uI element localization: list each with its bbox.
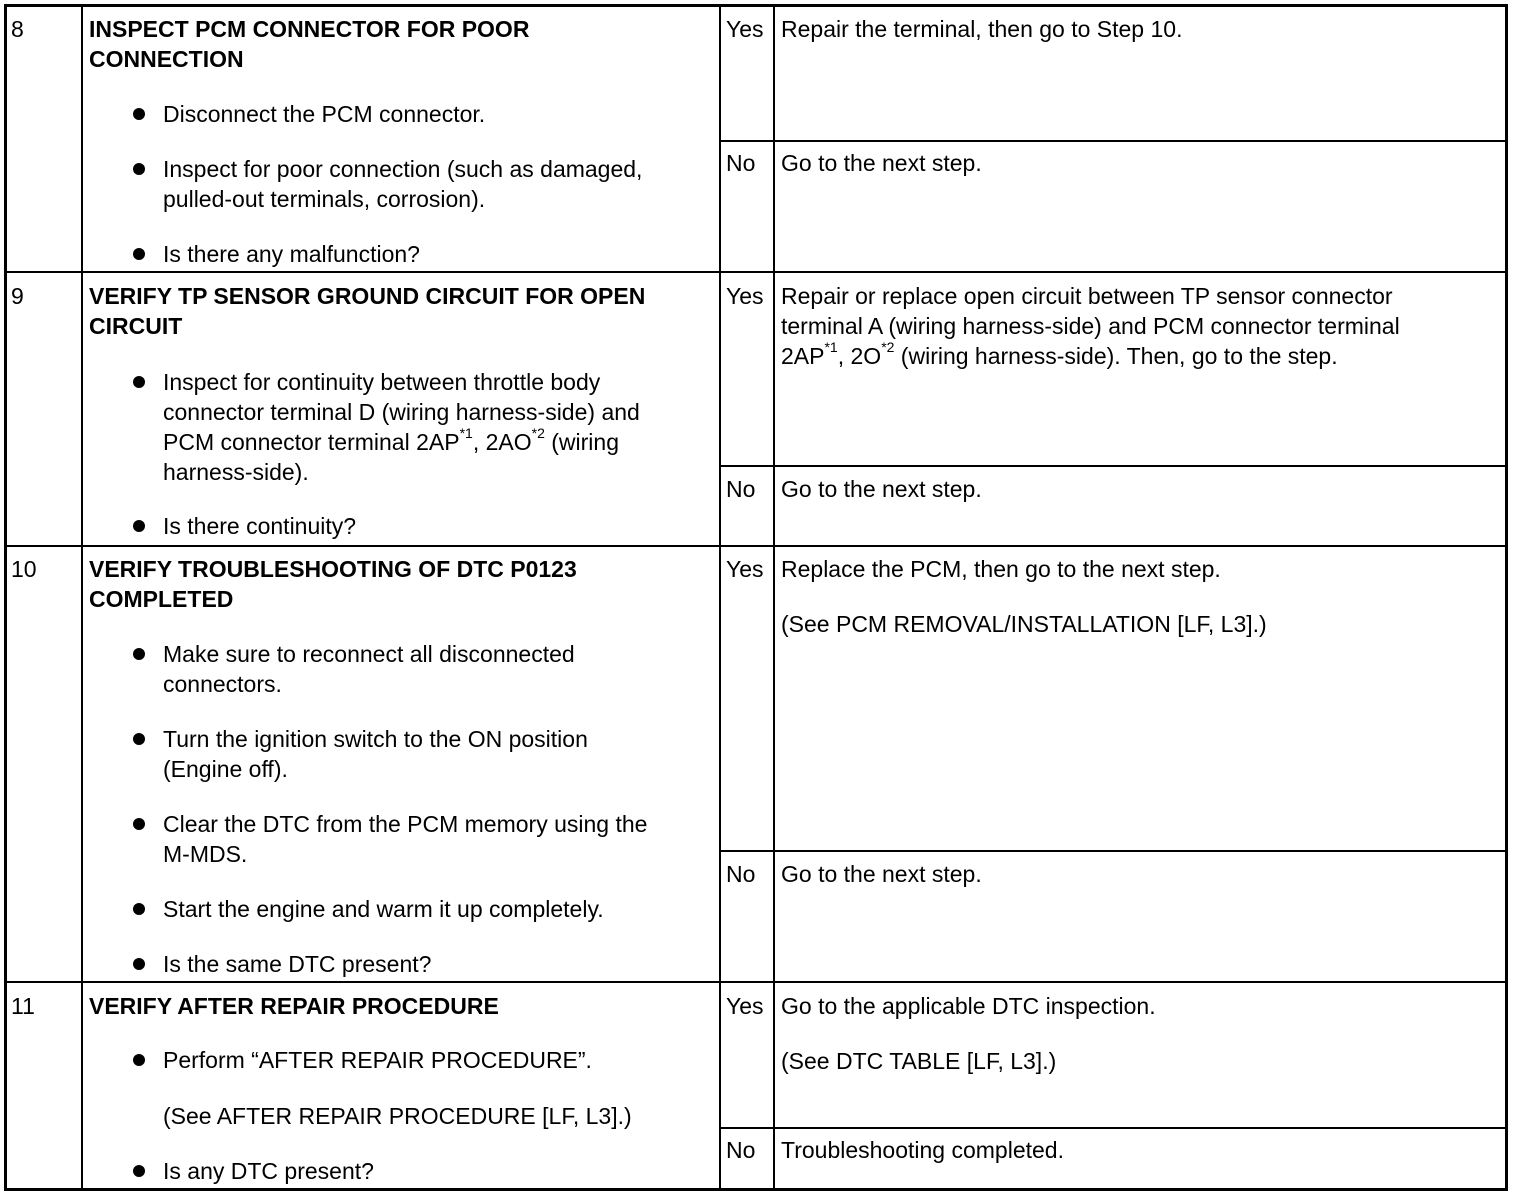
step-number: 8 [11, 16, 24, 42]
bullet-icon [133, 1054, 145, 1066]
footnote-marker: *2 [881, 339, 895, 356]
step-title-line: INSPECT PCM CONNECTOR FOR POOR [89, 16, 530, 42]
bullet-text: Start the engine and warm it up completely. [163, 896, 604, 922]
no-action: Go to the next step. [781, 861, 982, 887]
step-title-line: CIRCUIT [89, 313, 183, 339]
yes-no-divider [720, 140, 1508, 142]
bullet-text [163, 427, 619, 457]
row-divider [4, 981, 1508, 983]
yes-label: Yes [726, 556, 764, 582]
text-segment: 2AP [781, 343, 825, 369]
row-divider [4, 271, 1508, 273]
bullet-text: connectors. [163, 671, 282, 697]
bullet-icon [133, 520, 145, 532]
footnote-marker: *1 [824, 339, 838, 356]
bullet-icon [133, 903, 145, 915]
no-action: Troubleshooting completed. [781, 1137, 1064, 1163]
text-segment: (wiring [544, 429, 619, 455]
step-title-line: VERIFY TROUBLESHOOTING OF DTC P0123 [89, 556, 577, 582]
row-divider [4, 545, 1508, 547]
yes-no-divider [720, 850, 1508, 852]
yes-reference: (See PCM REMOVAL/INSTALLATION [LF, L3].) [781, 611, 1267, 637]
bullet-icon [133, 108, 145, 120]
yes-action: terminal A (wiring harness-side) and PCM connector terminal [781, 313, 1400, 339]
bullet-text: Is there any malfunction? [163, 241, 420, 267]
bullet-text: Clear the DTC from the PCM memory using the [163, 811, 648, 837]
yes-label: Yes [726, 16, 764, 42]
yes-no-divider [720, 1127, 1508, 1129]
no-action: Go to the next step. [781, 476, 982, 502]
bullet-icon [133, 163, 145, 175]
no-label: No [726, 476, 756, 502]
column-divider [81, 4, 83, 1191]
no-label: No [726, 1137, 756, 1163]
bullet-text: Inspect for continuity between throttle body [163, 369, 601, 395]
bullet-text: Perform “AFTER REPAIR PROCEDURE”. [163, 1047, 592, 1073]
bullet-reference: (See AFTER REPAIR PROCEDURE [LF, L3].) [163, 1103, 632, 1129]
step-number: 9 [11, 283, 24, 309]
yes-action [781, 341, 1338, 371]
step-title-line: COMPLETED [89, 586, 234, 612]
bullet-text: (Engine off). [163, 756, 288, 782]
step-number: 11 [11, 993, 35, 1019]
step-number: 10 [11, 556, 37, 582]
yes-label: Yes [726, 283, 764, 309]
bullet-text: M-MDS. [163, 841, 248, 867]
text-segment: PCM connector terminal 2AP [163, 429, 460, 455]
column-divider [719, 4, 721, 1191]
text-segment: , 2AO [472, 429, 532, 455]
bullet-text: Turn the ignition switch to the ON position [163, 726, 588, 752]
column-divider [773, 4, 775, 1191]
footnote-marker: *2 [531, 425, 545, 442]
footnote-marker: *1 [459, 425, 473, 442]
yes-action: Go to the applicable DTC inspection. [781, 993, 1156, 1019]
bullet-text: Inspect for poor connection (such as damaged, [163, 156, 643, 182]
bullet-text: Disconnect the PCM connector. [163, 101, 486, 127]
bullet-text: Make sure to reconnect all disconnected [163, 641, 575, 667]
no-label: No [726, 861, 756, 887]
no-action: Go to the next step. [781, 150, 982, 176]
bullet-text: Is any DTC present? [163, 1158, 374, 1184]
step-title-line: VERIFY AFTER REPAIR PROCEDURE [89, 993, 499, 1019]
yes-action: Repair or replace open circuit between TP sensor connector [781, 283, 1393, 309]
text-segment: (wiring harness-side). Then, go to the step. [894, 343, 1338, 369]
yes-action: Replace the PCM, then go to the next step. [781, 556, 1221, 582]
bullet-text: harness-side). [163, 459, 309, 485]
bullet-icon [133, 733, 145, 745]
bullet-text: Is the same DTC present? [163, 951, 432, 977]
bullet-icon [133, 1165, 145, 1177]
bullet-text: Is there continuity? [163, 513, 357, 539]
bullet-icon [133, 376, 145, 388]
yes-no-divider [720, 465, 1508, 467]
yes-action: Repair the terminal, then go to Step 10. [781, 16, 1183, 42]
bullet-icon [133, 818, 145, 830]
bullet-icon [133, 648, 145, 660]
step-title-line: VERIFY TP SENSOR GROUND CIRCUIT FOR OPEN [89, 283, 646, 309]
bullet-icon [133, 248, 145, 260]
bullet-icon [133, 958, 145, 970]
yes-label: Yes [726, 993, 764, 1019]
bullet-text: connector terminal D (wiring harness-side) and [163, 399, 640, 425]
no-label: No [726, 150, 756, 176]
text-segment: , 2O [837, 343, 882, 369]
yes-reference: (See DTC TABLE [LF, L3].) [781, 1048, 1057, 1074]
bullet-text: pulled-out terminals, corrosion). [163, 186, 486, 212]
step-title-line: CONNECTION [89, 46, 244, 72]
